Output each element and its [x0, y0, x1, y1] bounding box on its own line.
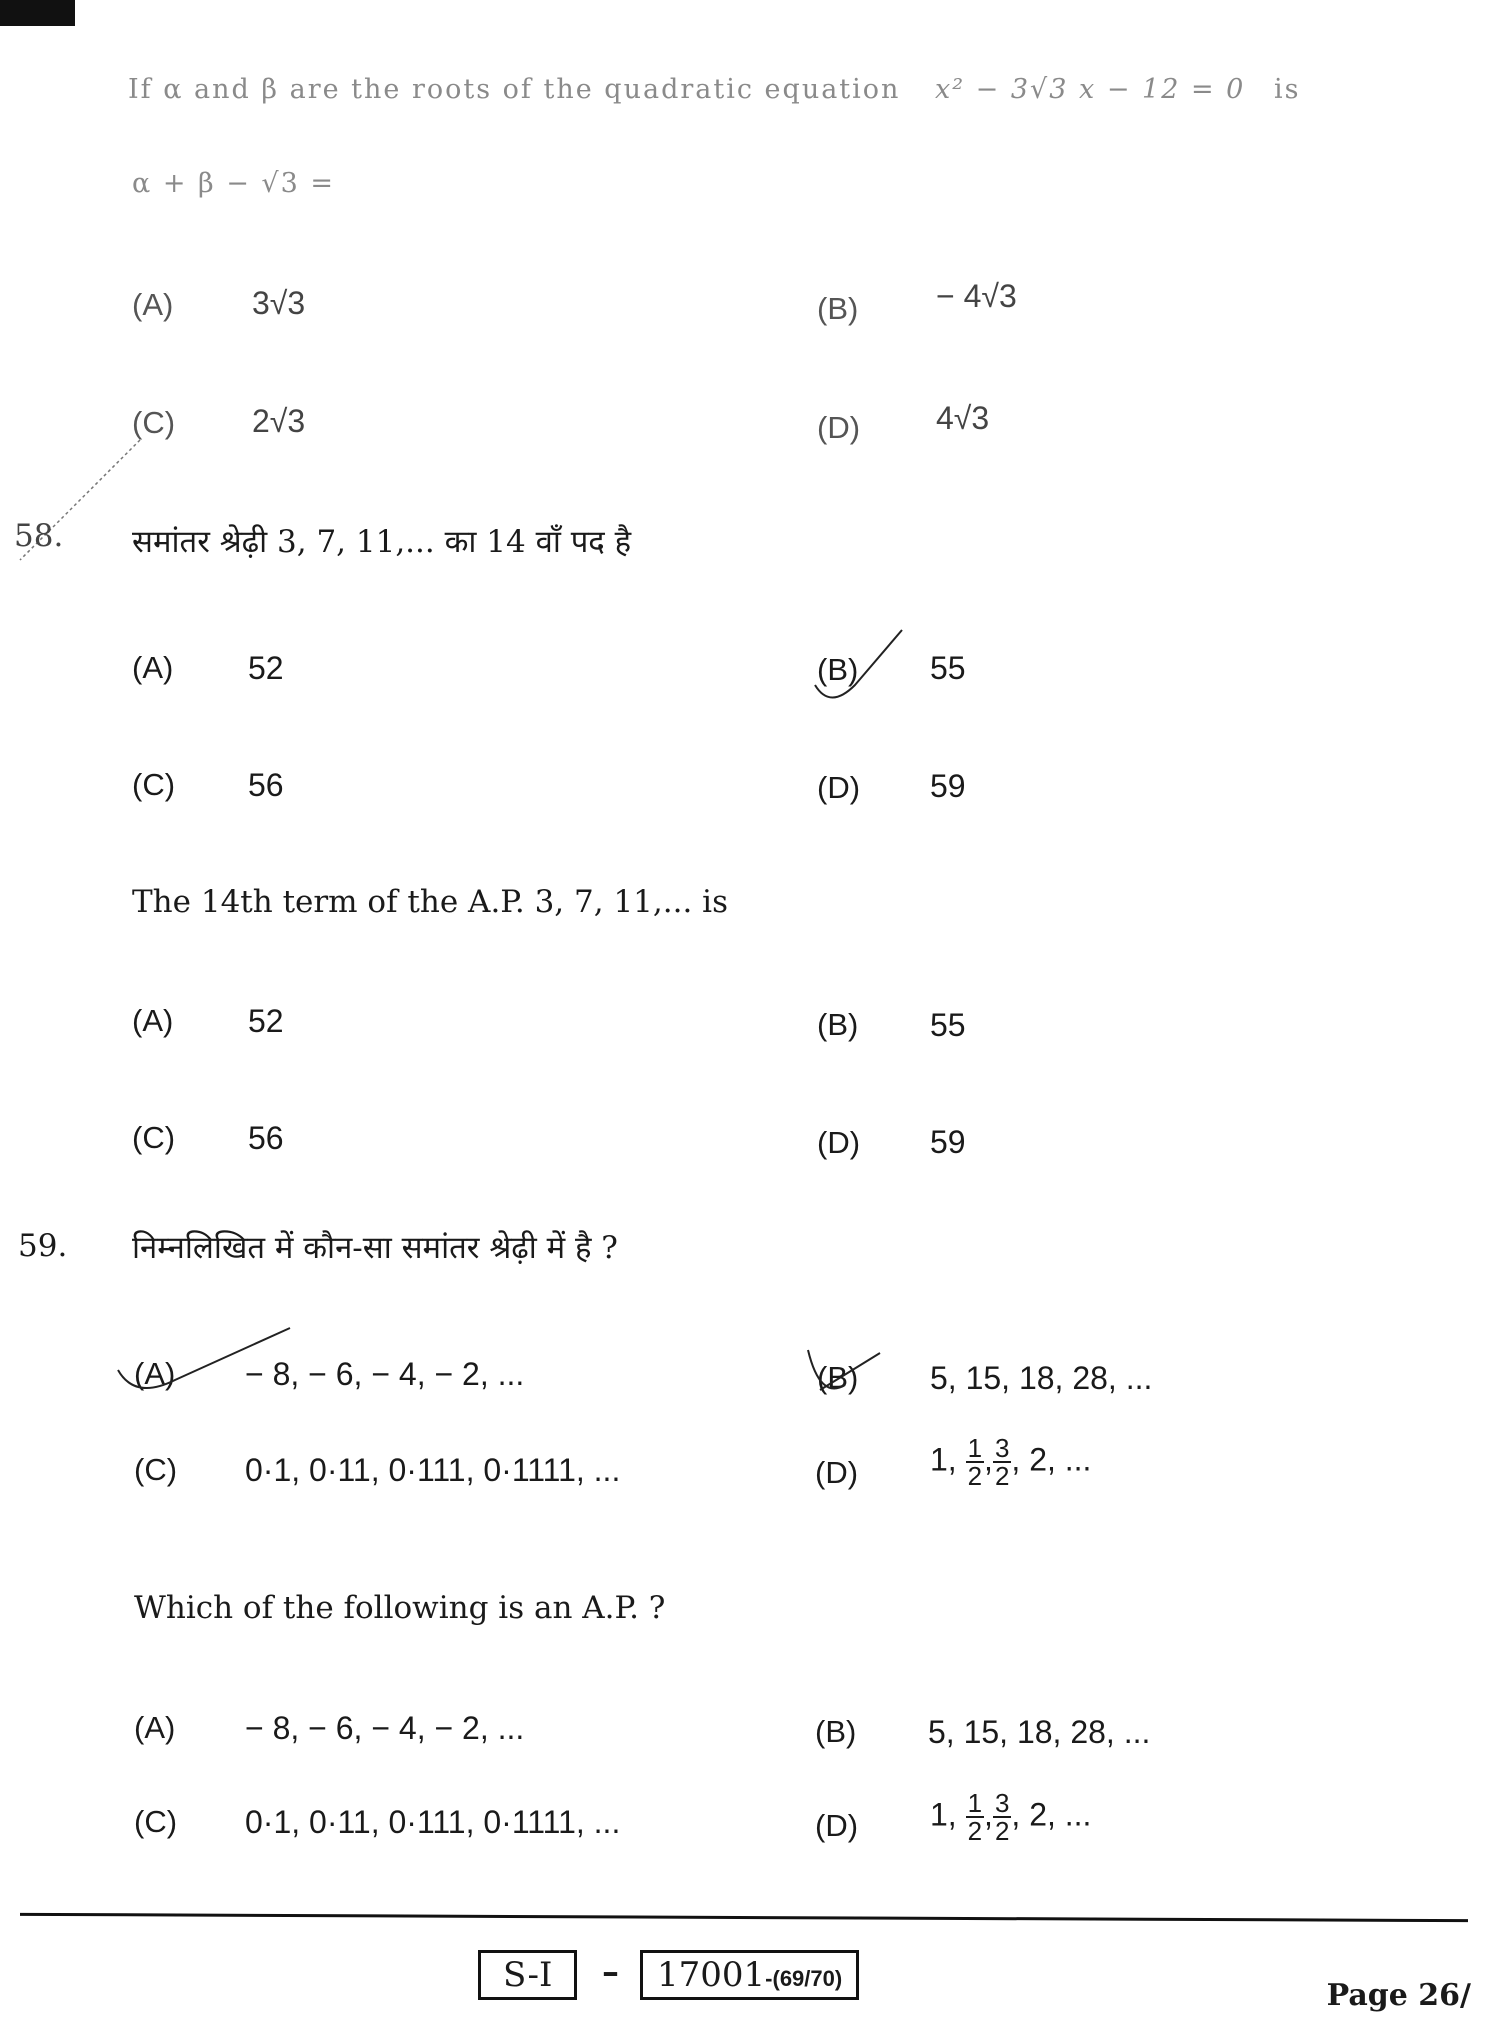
q58-en-option-b-label: (B): [817, 1007, 859, 1042]
q59-en-option-c-label: (C): [134, 1804, 178, 1839]
q57-stem: If α and β are the roots of the quadratic equation: [128, 74, 901, 105]
page-corner-mark: [0, 0, 75, 26]
numerator: 3: [994, 1433, 1010, 1463]
q57-option-c-label: (C): [132, 405, 176, 440]
fraction: [993, 1435, 1011, 1489]
q59-number: 59.: [18, 1228, 68, 1264]
q59-hi-option-b-label: (B): [817, 1360, 859, 1395]
q58-hindi-text: समांतर श्रेढ़ी 3, 7, 11,... का 14 वाँ पद है: [132, 524, 632, 560]
q59-en-option-b-label: (B): [815, 1714, 857, 1749]
q59-hi-option-a-value: − 8, − 6, − 4, − 2, ...: [245, 1356, 525, 1392]
numerator: 1: [967, 1433, 983, 1463]
q57-option-d-label: (D): [817, 410, 861, 445]
q57-text: [128, 74, 1300, 105]
q57-equation: x² − 3√3 x − 12 = 0: [935, 74, 1246, 105]
paper-code: 17001: [657, 1955, 766, 1995]
q57-option-a-label: (A): [132, 287, 174, 322]
q59-hi-option-b-value: 5, 15, 18, 28, ...: [930, 1360, 1153, 1396]
paper-code-suffix: -(69/70): [765, 1966, 843, 1991]
q59-english-text: Which of the following is an A.P. ?: [134, 1590, 666, 1626]
q58-hi-option-b-value: 55: [930, 650, 966, 686]
q59-hi-option-c-label: (C): [134, 1452, 178, 1487]
numerator: 3: [994, 1788, 1010, 1818]
footer-divider: [20, 1913, 1468, 1922]
d-suffix: , 2, ...: [1011, 1796, 1092, 1833]
q59-hi-option-c-value: 0·1, 0·11, 0·111, 0·1111, ...: [245, 1452, 621, 1488]
q58-hi-option-a-label: (A): [132, 650, 174, 685]
code-box: [640, 1950, 859, 2000]
q58-en-option-c-label: (C): [132, 1120, 176, 1155]
q57-expression: α + β − √3 =: [132, 168, 336, 199]
q58-hi-option-a-value: 52: [248, 650, 284, 686]
q59-en-option-a-value: − 8, − 6, − 4, − 2, ...: [245, 1710, 525, 1746]
d-prefix: 1,: [930, 1441, 957, 1478]
q59-hindi-text: निम्नलिखित में कौन-सा समांतर श्रेढ़ी में है ?: [132, 1230, 618, 1266]
q58-english-text: The 14th term of the A.P. 3, 7, 11,... is: [132, 884, 728, 920]
footer-dash: –: [602, 1952, 619, 1992]
q59-en-option-d-label: (D): [815, 1808, 859, 1843]
q58-en-option-a-label: (A): [132, 1003, 174, 1038]
q58-hi-option-c-label: (C): [132, 767, 176, 802]
q58-en-option-c-value: 56: [248, 1120, 284, 1156]
q58-en-option-d-label: (D): [817, 1125, 861, 1160]
fraction: [966, 1790, 984, 1844]
q59-hi-option-a-label: (A): [134, 1356, 176, 1391]
denominator: 2: [994, 1461, 1010, 1491]
q57-option-b-value: − 4√3: [936, 278, 1017, 314]
series-box: S-I: [478, 1950, 577, 2000]
q59-en-option-d-value: 1, $\frac{1}{2}$ , $\frac{3}{2}$ , 2, ...: [930, 1788, 1092, 1846]
denominator: 2: [967, 1816, 983, 1846]
q58-number: 58.: [14, 518, 64, 554]
d-prefix: 1,: [930, 1796, 957, 1833]
q59-en-option-c-value: 0·1, 0·11, 0·111, 0·1111, ...: [245, 1804, 621, 1840]
cross-mark-icon: [800, 1345, 890, 1405]
q59-en-option-a-label: (A): [134, 1710, 176, 1745]
q58-en-option-a-value: 52: [248, 1003, 284, 1039]
q58-hi-option-d-label: (D): [817, 770, 861, 805]
q57-option-b-label: (B): [817, 291, 859, 326]
q58-hi-option-d-value: 59: [930, 768, 966, 804]
denominator: 2: [994, 1816, 1010, 1846]
q58-en-option-d-value: 59: [930, 1124, 966, 1160]
q59-hi-option-d-label: (D): [815, 1455, 859, 1490]
q59-en-option-b-value: 5, 15, 18, 28, ...: [928, 1714, 1151, 1750]
q58-hi-option-b-label: (B): [817, 652, 859, 687]
q57-suffix: is: [1273, 74, 1301, 105]
denominator: 2: [967, 1461, 983, 1491]
q57-option-d-value: 4√3: [936, 400, 990, 436]
q58-hi-option-c-value: 56: [248, 767, 284, 803]
numerator: 1: [967, 1788, 983, 1818]
page-number: Page 26/: [1326, 1978, 1471, 2013]
q58-en-option-b-value: 55: [930, 1007, 966, 1043]
q57-option-a-value: 3√3: [252, 285, 306, 321]
q57-option-c-value: 2√3: [252, 403, 306, 439]
fraction: [966, 1435, 984, 1489]
d-suffix: , 2, ...: [1011, 1441, 1092, 1478]
checkmark-icon: [810, 625, 910, 705]
fraction: [993, 1790, 1011, 1844]
q59-hi-option-d-value: 1, $\frac{1}{2}$ , $\frac{3}{2}$ , 2, ...: [930, 1433, 1092, 1491]
